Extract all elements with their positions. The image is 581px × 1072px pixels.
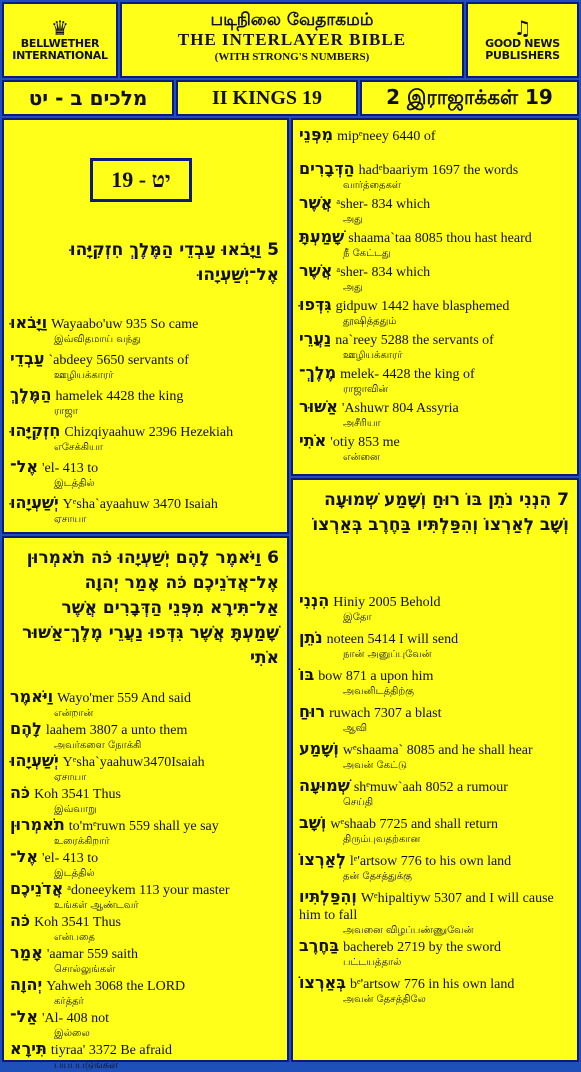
word-entry [4,458,283,494]
transliteration-meaning: ruwach 7307 a blast [329,706,442,721]
tamil-gloss: இடத்தில் [54,868,95,879]
transliteration-meaning: shaama`taa 8085 thou hast heard [348,231,532,246]
word-entry [293,740,573,777]
hebrew-word: כֹּה [10,911,31,930]
word-entry [293,777,573,814]
transliteration-meaning: melek- 4428 the king of [340,367,475,382]
tamil-gloss: அது [343,214,363,225]
word-entry [4,422,283,458]
word-entry [293,629,573,666]
transliteration-meaning: to'mᵉruwn 559 shall ye say [68,819,219,834]
transliteration-meaning: `abdeey 5650 servants of [48,353,189,368]
tamil-gloss: நீ கேட்டது [343,248,391,259]
hebrew-word: שְׁמוּעָה [299,776,350,795]
hebrew-word: לָהֶם [10,719,42,738]
verse6-entries [4,688,283,1072]
verse-badge: יט - 19 [90,158,192,202]
word-entry [4,816,283,848]
tamil-gloss: அவனை விழப்பண்ணுவேன் [343,925,474,936]
hebrew-word: תִּירָא [10,1039,47,1058]
transliteration-meaning: na`reey 5288 the servants of [335,333,494,348]
verse7-hebrew: 7 הִנְנִי נֹתֵן בּוֹ רוּחַ וְשָׁמַע שְׁמוּעָה וְשָׁב לְאַרְצוֹ וְהִפַּלְתִּיו בַּחֶרֶב בְּאַרְצוֹ [312,490,569,535]
word-entry [4,848,283,880]
transliteration-meaning: Chizqiyaahuw 2396 Hezekiah [64,425,234,440]
tamil-gloss: என்பதை [54,932,95,943]
word-entry [293,330,573,364]
word-entry [293,888,573,937]
tamil-gloss: அவனிடத்திற்கு [343,686,414,697]
hebrew-word: הַמֶּלֶךְ [10,385,52,404]
word-entry [293,160,573,194]
hebrew-word: עַבְדֵי [10,349,45,368]
tamil-gloss: உங்கள் ஆண்டவர் [54,900,139,911]
transliteration-meaning: Wayo'mer 559 And said [57,691,192,706]
tamil-gloss: ராஜாவின் [343,384,389,395]
verse6-cont-panel [291,118,579,476]
tamil-gloss: வார்த்தைகள் [343,180,401,191]
tamil-gloss: அவன் கேட்டு [343,760,407,771]
tamil-gloss: ஊழியக்காரர் [54,370,114,381]
tamil-gloss: ஏசாயா [54,514,87,525]
word-entry [4,976,283,1008]
verse6-panel [2,536,289,1071]
hebrew-word: יְשַׁעְיָהוּ [10,493,59,512]
tamil-gloss: திரும்புவதற்கான [343,834,421,845]
word-entry [293,126,573,160]
word-entry [4,784,283,816]
hebrew-word: נֹתֵן [299,628,323,647]
verse6-cont-entries [293,126,573,466]
hebrew-word: הַדְּבָרִים [299,159,355,178]
transliteration-meaning: bachereb 2719 by the sword [343,940,501,955]
hebrew-word: לְאַרְצוֹ [299,850,346,869]
word-entry [293,814,573,851]
word-entry [293,262,573,296]
hebrew-word: אָמַר [10,943,43,962]
bellwether-text: BELLWETHER INTERNATIONAL [12,37,108,62]
bellwether-logo [2,2,118,78]
hebrew-word: וַיָּבֹאוּ [10,313,48,332]
hebrew-word: הִנְנִי [299,591,330,610]
hebrew-word: אַשּׁוּר [299,397,338,416]
transliteration-meaning: Koh 3541 Thus [34,787,121,802]
tamil-gloss: நான் அனுப்புவேன் [343,649,432,660]
transliteration-meaning: 'Ashuwr 804 Assyria [341,401,459,416]
word-entry [4,494,283,530]
hebrew-word: אֹתִי [299,431,327,450]
transliteration-meaning: 'Al- 408 not [41,1011,110,1026]
hebrew-word: אֶל־ [10,457,38,476]
tamil-gloss: அவன் தேசத்திலே [343,994,426,1005]
word-entry [4,1040,283,1072]
word-entry [4,314,283,350]
word-entry [4,944,283,976]
word-entry [293,974,573,1011]
word-entry [293,194,573,228]
word-entry [293,432,573,466]
word-entry [293,364,573,398]
tamil-gloss: உரைக்கிறார் [54,836,110,847]
word-entry [293,592,573,629]
word-entry [4,720,283,752]
tamil-gloss: சொல்லுங்கள் [54,964,116,975]
transliteration-meaning: ᵃdoneeykem 113 your master [67,883,230,898]
transliteration-meaning: ᵃsher- 834 which [336,197,431,212]
tamil-gloss: பயப்படுங்கள் [54,1060,119,1071]
tamil-gloss: என்றான் [54,708,94,719]
title-block [120,2,464,78]
book-hebrew: מלכים ב - יט [2,80,174,116]
verse5-entries [4,314,283,530]
transliteration-meaning: Wᵉhipaltiyw 5307 and I will cause him to fall [299,891,554,923]
transliteration-meaning: Wayaabo'uw 935 So came [51,317,199,332]
transliteration-meaning: Yᵉsha`ayaahuw 3470 Isaiah [62,497,218,512]
transliteration-meaning: lᵉ'artsow 776 to his own land [349,854,512,869]
word-entry [293,851,573,888]
bellwether-icon: ♛ [51,16,69,40]
hebrew-word: בַּחֶרֶב [299,936,340,955]
hebrew-word: רוּחַ [299,702,326,721]
transliteration-meaning: hamelek 4428 the king [55,389,184,404]
tamil-gloss: இவ்வாறு [54,804,97,815]
tamil-gloss: அசீரியா [343,418,381,429]
hebrew-word: תֹאמְרוּן [10,815,65,834]
hebrew-word: אֲשֶׁר [299,193,333,212]
word-entry [4,688,283,720]
hebrew-word: חִזְקִיָּהוּ [10,421,61,440]
title-subtitle: (WITH STRONG'S NUMBERS) [214,51,370,63]
tamil-gloss: எசேக்கியா [54,442,103,453]
book-tamil: 2 இராஜாக்கள் 19 [360,80,579,116]
transliteration-meaning: hadᵉbaariym 1697 the words [358,163,519,178]
verse7-entries [293,592,573,1011]
transliteration-meaning: noteen 5414 I will send [326,632,459,647]
transliteration-meaning: Koh 3541 Thus [34,915,121,930]
tamil-gloss: ஆவி [343,723,368,734]
word-entry [293,228,573,262]
word-entry [4,880,283,912]
transliteration-meaning: 'el- 413 to [41,461,99,476]
transliteration-meaning: 'aamar 559 saith [46,947,139,962]
hebrew-word: מִפְּנֵי [299,125,334,144]
hebrew-word: שָׁמַעְתָּ [299,227,345,246]
transliteration-meaning: 'el- 413 to [41,851,99,866]
word-entry [4,386,283,422]
tamil-gloss: ஊழியக்காரர் [343,350,403,361]
word-entry [4,752,283,784]
tamil-gloss: ராஜா [54,406,78,417]
transliteration-meaning: wᵉshaama` 8085 and he shall hear [342,743,533,758]
tamil-gloss: செய்தி [343,797,374,808]
word-entry [293,703,573,740]
word-entry [293,296,573,330]
hebrew-word: אֶל־ [10,847,38,866]
tamil-gloss: தன் தேசத்துக்கு [343,871,412,882]
hebrew-word: וְשָׁמַע [299,739,339,758]
word-entry [293,937,573,974]
verse7-panel [291,478,579,1062]
title-tamil: படிநிலை வேதாகமம் [210,10,374,30]
transliteration-meaning: bow 871 a upon him [318,669,434,684]
tamil-gloss: என்னை [343,452,380,463]
transliteration-meaning: gidpuw 1442 have blasphemed [335,299,510,314]
tamil-gloss: அவர்களை நோக்கி [54,740,142,751]
transliteration-meaning: bᵉ'artsow 776 in his own land [349,977,515,992]
verse5-hebrew: 5 וַיָּבֹאוּ עַבְדֵי הַמֶּלֶךְ חִזְקִיָּהוּ אֶל־יְשַׁעְיָהוּ [69,240,279,285]
transliteration-meaning: mipᵉneey 6440 of [337,129,436,144]
title-english: THE INTERLAYER BIBLE [177,30,407,49]
verse5-panel [2,118,289,534]
hebrew-word: אֲדֹנֵיכֶם [10,879,64,898]
hebrew-word: כֹּה [10,783,31,802]
hebrew-word: בּוֹ [299,665,315,684]
transliteration-meaning: Hiniy 2005 Behold [333,595,441,610]
hebrew-word: וְהִפַּלְתִּיו [299,887,357,906]
verse6-hebrew: 6 וַיֹּאמֶר לָהֶם יְשַׁעְיָהוּ כֹּה תֹאמְרוּן אֶל־אֲדֹנֵיכֶם כֹּה אָמַר יְהוָה אַל־תִּירָא מִפְּנֵי הַדְּבָרִים אֲשֶׁר שָׁמַעְתָּ אֲשֶׁר גִּדְּפוּ נַעֲרֵי מֶלֶךְ־אַשּׁוּר אֹתִי [22,548,279,668]
tamil-gloss: இவ்விதமாய் வந்து [54,334,141,345]
transliteration-meaning: wᵉshaab 7725 and shall return [330,817,499,832]
hebrew-word: נַעֲרֵי [299,329,332,348]
tamil-gloss: தூஷித்ததும் [343,316,397,327]
tamil-gloss: ஏசாயா [54,772,87,783]
transliteration-meaning: Yᵉsha`yaahuw3470Isaiah [62,755,205,770]
hebrew-word: יְשַׁעְיָהוּ [10,751,59,770]
hebrew-word: גִּדְּפוּ [299,295,332,314]
transliteration-meaning: laahem 3807 a unto them [45,723,188,738]
book-english: II KINGS 19 [176,80,358,116]
tamil-gloss: இல்லை [54,1028,90,1039]
tamil-gloss: இடத்தில் [54,478,95,489]
word-entry [4,912,283,944]
good-news-icon: ♫ [513,16,532,40]
transliteration-meaning: Yahweh 3068 the LORD [46,979,186,994]
word-entry [4,1008,283,1040]
word-entry [4,350,283,386]
tamil-gloss: கர்த்தர் [54,996,84,1007]
tamil-gloss: இதோ [343,612,372,623]
word-entry [293,398,573,432]
word-entry [293,666,573,703]
tamil-gloss: பட்டயத்தால் [343,957,402,968]
hebrew-word: וַיֹּאמֶר [10,687,54,706]
transliteration-meaning: shᵉmuw`aah 8052 a rumour [353,780,508,795]
tamil-gloss: அது [343,282,363,293]
good-news-logo [466,2,579,78]
good-news-text: GOOD NEWS PUBLISHERS [485,37,560,62]
transliteration-meaning: 'otiy 853 me [330,435,400,450]
transliteration-meaning: ᵃsher- 834 which [336,265,431,280]
hebrew-word: מֶלֶךְ־ [299,363,337,382]
hebrew-word: אַל־ [10,1007,38,1026]
hebrew-word: אֲשֶׁר [299,261,333,280]
transliteration-meaning: tiyraa' 3372 Be afraid [50,1043,173,1058]
hebrew-word: יְהוָה [10,975,43,994]
hebrew-word: בְּאַרְצוֹ [299,973,346,992]
hebrew-word: וְשָׁב [299,813,327,832]
